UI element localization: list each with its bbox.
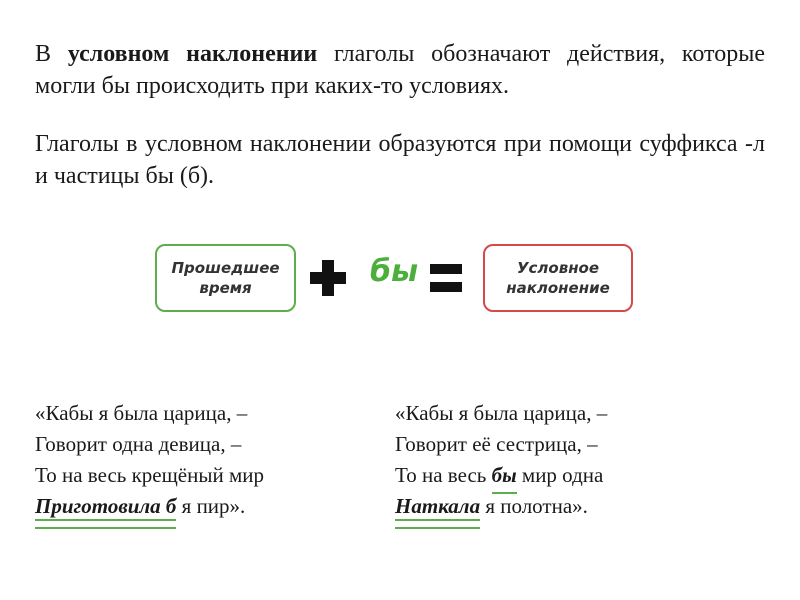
past-tense-line1: Прошедшее <box>171 259 280 277</box>
definition-text: глаголы обозначают действия, которые могли бы происходить при каких-то условиях. <box>35 41 765 99</box>
poem-line: «Кабы я была царица, – <box>395 401 608 425</box>
poem-line: То на весь крещёный мир <box>35 463 264 487</box>
poem-line <box>35 491 264 522</box>
highlighted-particle: бы <box>492 460 517 491</box>
paragraph-definition <box>35 38 765 102</box>
poem-line <box>395 460 607 491</box>
conditional-line1: Условное <box>516 259 600 277</box>
definition-prefix: В <box>35 41 68 67</box>
formation-formula <box>0 244 800 316</box>
plus-icon <box>310 260 346 296</box>
poem-line: Говорит одна девица, – <box>35 432 242 456</box>
conditional-mood-box <box>483 244 633 312</box>
poem-line: «Кабы я была царица, – <box>35 401 248 425</box>
paragraph-formation: Глаголы в условном наклонении образуются при помощи суффикса -л и частицы бы (б). <box>35 131 765 189</box>
equals-icon <box>430 264 462 294</box>
highlighted-verb: Наткала <box>395 491 480 522</box>
definition-term: условном наклонении <box>67 41 318 67</box>
poem-line-rest: я полотна». <box>480 494 588 518</box>
poem-excerpt-right <box>395 398 607 522</box>
conditional-line2: наклонение <box>506 279 610 297</box>
highlighted-verb: Приготовила б <box>35 491 176 522</box>
particle-by: бы <box>370 254 419 289</box>
poem-excerpt-left <box>35 398 264 522</box>
past-tense-line2: время <box>199 279 252 297</box>
past-tense-box <box>155 244 296 312</box>
poem-line-rest: я пир». <box>176 494 246 518</box>
poem-line <box>395 491 607 522</box>
poem-line-end: мир одна <box>516 463 604 487</box>
poem-line-start: То на весь <box>395 463 492 487</box>
poem-line: Говорит её сестрица, – <box>395 432 598 456</box>
